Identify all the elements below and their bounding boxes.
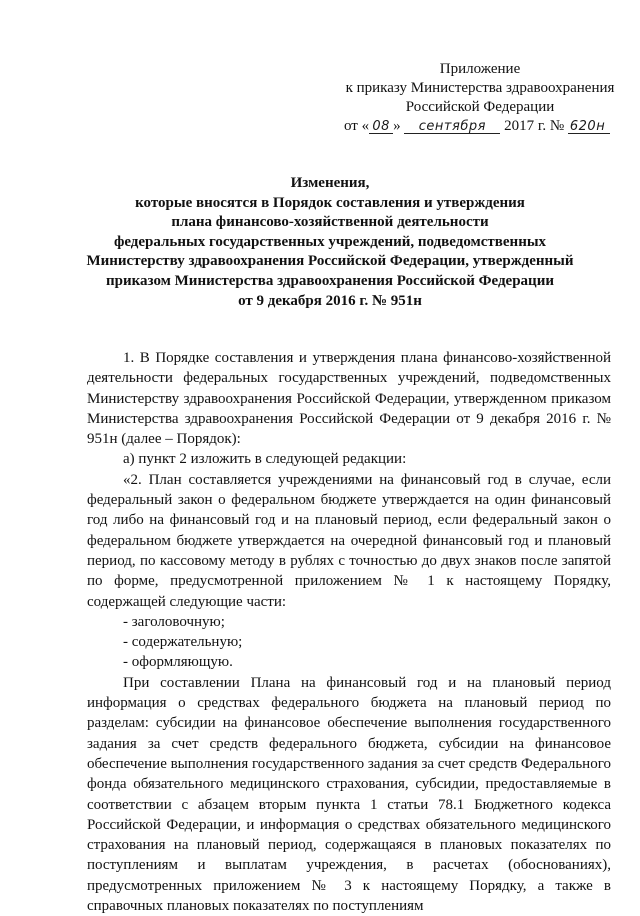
document-body xyxy=(87,348,611,916)
title-line: приказом Министерства здравоохранения Российской Федерации xyxy=(105,272,554,289)
paragraph-2: а) пункт 2 изложить в следующей редакции: xyxy=(123,451,407,468)
title-line: Министерству здравоохранения Российской Федерации, утвержденный xyxy=(86,253,574,270)
list-item: - заголовочную; xyxy=(123,613,225,630)
appendix-date-line xyxy=(330,117,630,136)
appendix-country: Российской Федерации xyxy=(405,99,555,115)
date-mid: » xyxy=(393,118,405,134)
appendix-header xyxy=(330,60,630,136)
title-line: федеральных государственных учреждений, подведомственных xyxy=(113,233,547,250)
paragraph-4: При составлении Плана на финансовый год и на плановый период информация о средствах федерального бюджета на плановый период по разделам: субсидии на финансовое обеспечение выполнения государственного задания за счет средств федерального бюджета, субсидии на финансовое обеспечение выполнения государственного задания за счет средств Федерального фонда обязательного медицинского страхования, субсидии, предоставляемые в соответствии с абзацем вторым пункта 1 статьи 78.1 Бюджетного кодекса Российской Федерации, и информация о средствах обязательного медицинского страхования на плановый период, содержащаяся в плановых показателях по поступлениям и выплатам учреждения, в расчетах (обоснованиях), предусмотренных приложением № 3 к настоящему Порядку, а также в справочных плановых показателях по поступлениям xyxy=(87,674,611,915)
date-day-handwritten: 08 xyxy=(369,120,393,134)
list-item: - оформляющую. xyxy=(123,654,233,671)
title-line: плана финансово-хозяйственной деятельности xyxy=(171,214,489,231)
paragraph-3: «2. План составляется учреждениями на финансовый год в случае, если федеральный закон о федеральном бюджете утверждается на один финансовый год либо на финансовый год и на плановый период, если федеральный закон о федеральном бюджете утверждается на очередной финансовый год и плановый период, по кассовому методу в рублях с точностью до двух знаков после запятой по форме, предусмотренной приложением № 1 к настоящему Порядку, содержащей следующие части: xyxy=(87,471,611,610)
date-month-handwritten: сентября xyxy=(404,120,500,134)
title-line: Изменения, xyxy=(290,175,370,191)
appendix-label: Приложение xyxy=(439,61,521,77)
date-year: 2017 г. № xyxy=(500,118,568,134)
order-number-handwritten: 620н xyxy=(568,120,610,134)
appendix-order-ref: к приказу Министерства здравоохранения xyxy=(345,80,615,96)
title-line: от 9 декабря 2016 г. № 951н xyxy=(238,292,422,309)
paragraph-1: 1. В Порядке составления и утверждения плана финансово-хозяйственной деятельности федеральных государственных учреждений, подведомственных Министерству здравоохранения Российской Федерации, утвержденном приказом Министерства здравоохранения Российской Федерации от 9 декабря 2016 г. № 951н (далее – Порядок): xyxy=(87,350,611,448)
title-line: которые вносятся в Порядок составления и утверждения xyxy=(135,194,525,211)
date-prefix: от « xyxy=(344,118,370,134)
document-title xyxy=(60,174,600,311)
list-item: - содержательную; xyxy=(123,634,243,651)
